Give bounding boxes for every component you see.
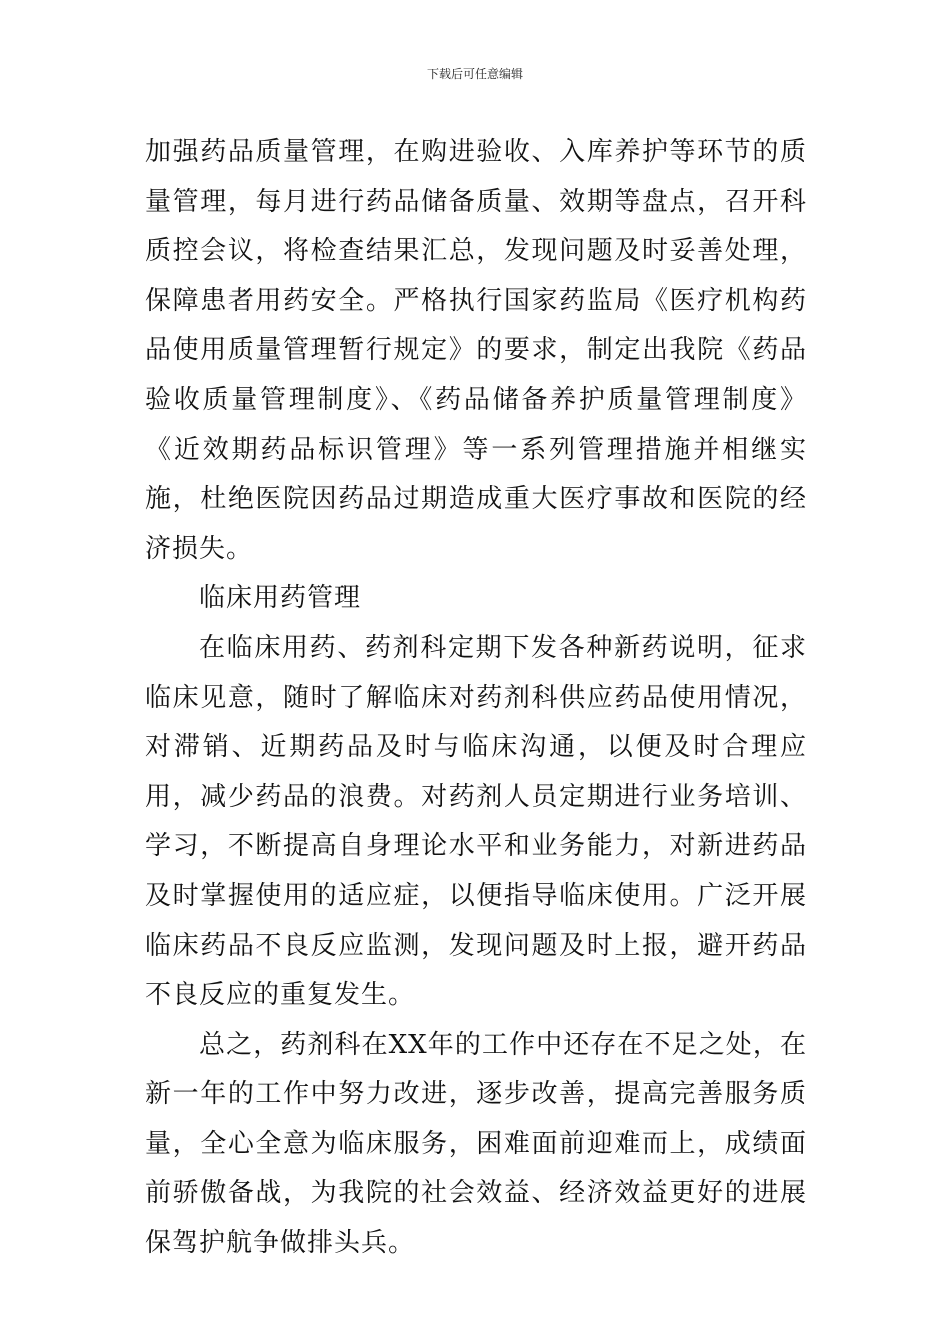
document-body [145,128,807,1269]
header-note: 下载后可任意编辑 [426,67,523,81]
paragraph-quality-management: 加强药品质量管理，在购进验收、入库养护等环节的质量管理，每月进行药品储备质量、效期等盘点，召开科质控会议，将检查结果汇总，发现问题及时妥善处理，保障患者用药安全。严格执行国家药监局《医疗机构药品使用质量管理暂行规定》的要求，制定出我院《药品验收质量管理制度》、《药品储备养护质量管理制度》《近效期药品标识管理》等一系列管理措施并相继实施，杜绝医院因药品过期造成重大医疗事故和医院的经济损失。 [145,137,807,564]
paragraph-clinical-medication: 在临床用药、药剂科定期下发各种新药说明，征求临床见意，随时了解临床对药剂科供应药品使用情况，对滞销、近期药品及时与临床沟通，以便及时合理应用，减少药品的浪费。对药剂人员定期进行业务培训、学习，不断提高自身理论水平和业务能力，对新进药品及时掌握使用的适应症，以便指导临床使用。广泛开展临床药品不良反应监测，发现问题及时上报，避开药品不良反应的重复发生。 [145,632,807,1011]
section-heading-clinical-medication: 临床用药管理 [199,583,362,614]
paragraph-summary: 总之，药剂科在XX年的工作中还存在不足之处，在新一年的工作中努力改进，逐步改善，提高完善服务质量，全心全意为临床服务，困难面前迎难而上，成绩面前骄傲备战，为我院的社会效益、经济效益更好的进展保驾护航争做排头兵。 [145,1029,807,1259]
